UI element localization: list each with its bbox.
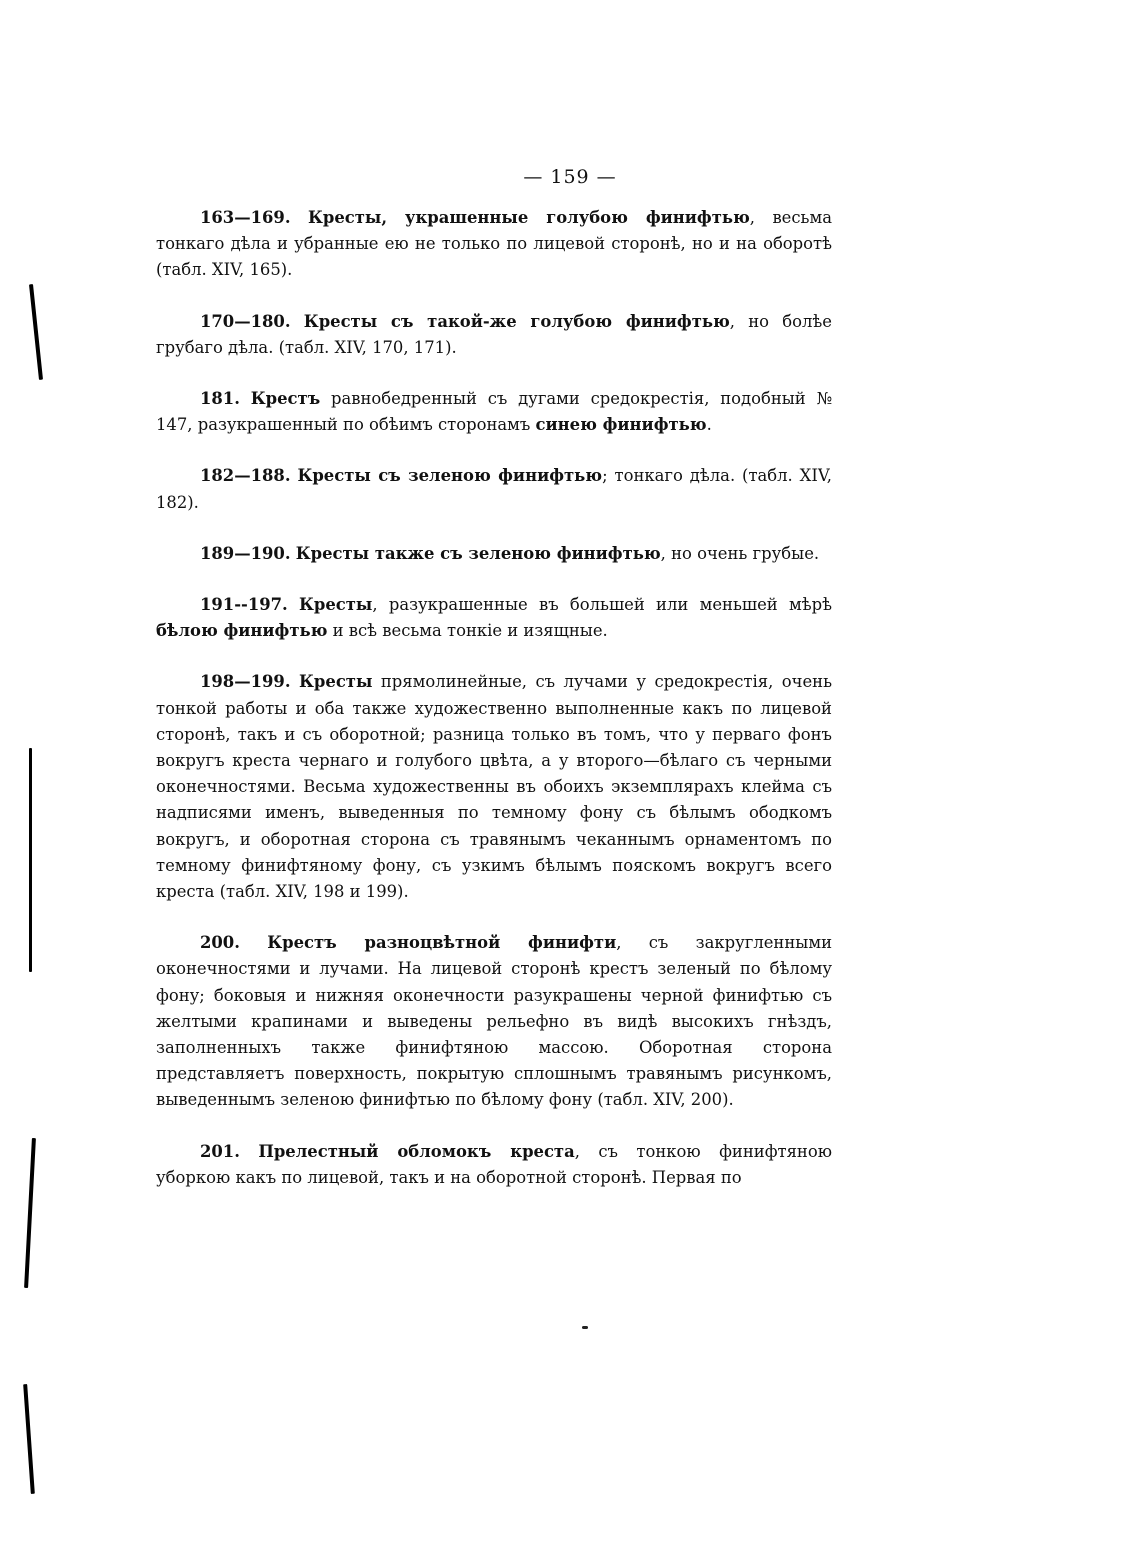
entry-title: Кресты, украшенные голубою финифтью: [307, 208, 750, 227]
scan-speck: [582, 1326, 588, 1329]
entry-text: равнобедренный съ дугами средокрестія, подобный № 147, разукрашенный по обѣимъ сторонамъ: [156, 389, 832, 435]
entry-title: Крестъ разноцвѣтной финифти: [267, 933, 617, 953]
page-number: — 159 —: [523, 166, 617, 188]
entry-number: 200.: [200, 933, 240, 953]
scan-edge-mark: [29, 748, 32, 972]
entry-text: прямолинейные, съ лучами у средокрестія, очень тонкой работы и оба также художественно выполненные какъ по лицевой сторонѣ, такъ и съ оборотной; разница только въ томъ, что у перваго фонъ вокругъ креста чернаго и голубого цвѣта, а у второго—бѣлаго съ черными оконечностями. Весьма художественны въ обоихъ экземплярахъ клейма съ надписями именъ, выведенныя по темному фону съ бѣлымъ ободкомъ вокругъ, и оборотная сторона съ травянымъ чеканнымъ орнаментомъ по темному финифтяному фону, съ узкимъ бѣлымъ пояскомъ вокругъ всего креста (табл. XIV, 198 и 199).: [156, 672, 832, 902]
entry-text-end: .: [706, 415, 712, 435]
entry-text: , но болѣе грубаго дѣла. (табл. XIV, 170, 171).: [156, 311, 833, 357]
entry-text: , разукрашенные въ большей или меньшей мѣрѣ: [372, 595, 832, 615]
catalog-entry-181: [156, 386, 832, 438]
entry-title: Кресты также съ зеленою финифтью: [295, 543, 661, 563]
entry-number: 163—169.: [200, 208, 291, 227]
entry-title: Кресты: [299, 595, 373, 615]
entry-number: 170—180.: [200, 311, 291, 331]
catalog-entry-200: [156, 930, 832, 1113]
entry-title: Прелестный обломокъ креста: [258, 1141, 575, 1161]
entry-title: Кресты съ зеленою финифтью: [297, 466, 603, 486]
entry-number: 182—188.: [200, 466, 291, 486]
catalog-entry-201: [156, 1139, 832, 1191]
entry-emphasis: синею финифтью: [535, 415, 707, 435]
catalog-entry-170-180: [156, 309, 832, 361]
catalog-entry-198-199: [156, 669, 832, 905]
entry-text-end: и всѣ весьма тонкіе и изящные.: [327, 621, 608, 641]
scan-edge-mark: [29, 284, 43, 380]
scan-edge-mark: [23, 1384, 35, 1494]
entry-title: Крестъ: [250, 389, 321, 409]
catalog-entry-163-169: [156, 205, 832, 284]
entry-number: 201.: [200, 1141, 240, 1161]
catalog-entry-182-188: [156, 463, 832, 515]
catalog-entries: [156, 205, 832, 1191]
entry-number: 181.: [200, 389, 240, 409]
scan-edge-mark: [24, 1138, 36, 1288]
entry-text: , весьма тонкаго дѣла и убранные ею не только по лицевой сторонѣ, но и на оборотѣ (табл. XIV, 165).: [156, 208, 832, 280]
entry-title: Кресты съ такой-же голубою финифтью: [303, 311, 730, 331]
entry-text: , съ закругленными оконечностями и лучами. На лицевой сторонѣ крестъ зеленый по бѣлому фону; боковыя и нижняя оконечности разукрашены черной финифтью съ желтыми крапинами и выведены рельефно въ видѣ высокихъ гнѣздъ, заполненныхъ также финифтяною массою. Оборотная сторона представляетъ поверхность, покрытую сплошнымъ травянымъ рисункомъ, выведеннымъ зеленою финифтью по бѣлому фону (табл. XIV, 200).: [156, 933, 832, 1110]
entry-number: 198—199.: [200, 672, 291, 692]
entry-emphasis: бѣлою финифтью: [156, 621, 328, 641]
entry-text: ; тонкаго дѣла. (табл. XIV, 182).: [156, 466, 832, 512]
entry-title: Кресты: [299, 672, 373, 692]
entry-number: 189—190.: [200, 543, 291, 563]
catalog-entry-189-190: [156, 541, 832, 567]
entry-text: , но очень грубые.: [660, 543, 820, 563]
entry-text: , съ тонкою финифтяною уборкою какъ по лицевой, такъ и на оборотной сторонѣ. Первая по: [156, 1141, 832, 1187]
entry-number: 191--197.: [200, 595, 288, 615]
catalog-entry-191-197: [156, 592, 832, 644]
